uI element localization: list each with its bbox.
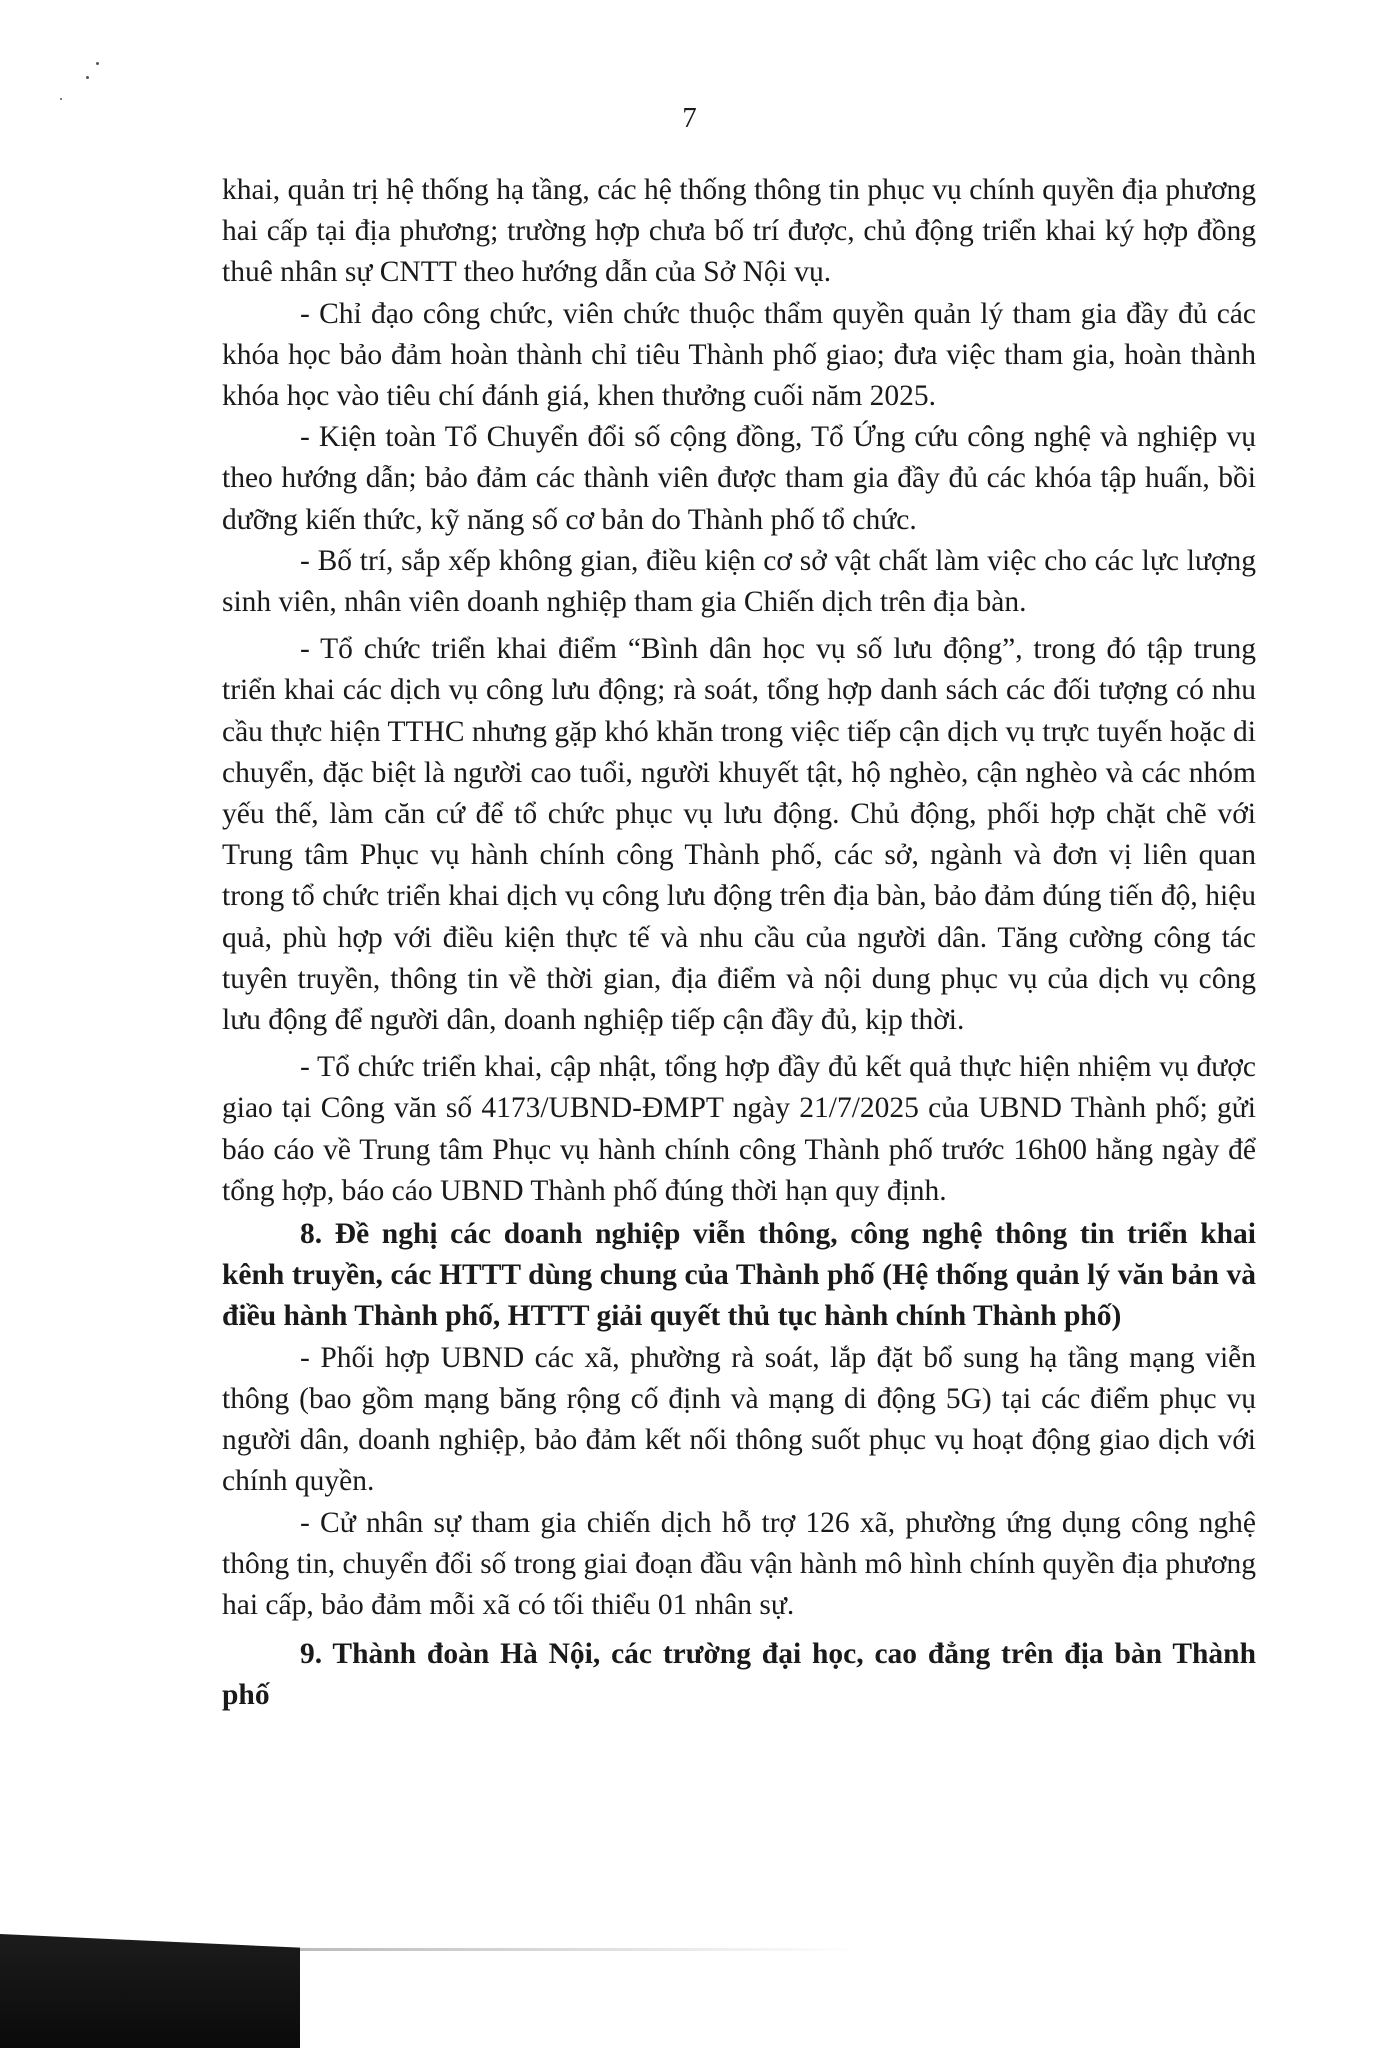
paragraph-campaign-personnel: - Cử nhân sự tham gia chiến dịch hỗ trợ 126 xã, phường ứng dụng công nghệ thông tin, chuyển đổi số trong giai đoạn đầu vận hành mô hình chính quyền địa phương hai cấp, bảo đảm mỗi xã có tối thiểu 01 nhân sự. <box>222 1506 1256 1621</box>
scan-speck <box>96 62 99 65</box>
section-heading-9: 9. Thành đoàn Hà Nội, các trường đại học, cao đẳng trên địa bàn Thành phố <box>222 1638 1256 1712</box>
page-number: 7 <box>682 102 697 134</box>
scan-shadow <box>0 1934 300 2048</box>
scan-speck <box>86 76 89 79</box>
paragraph-workspace-arrangement: - Bố trí, sắp xếp không gian, điều kiện cơ sở vật chất làm việc cho các lực lượng sinh viên, nhân viên doanh nghiệp tham gia Chiến dịch trên địa bàn. <box>222 544 1256 619</box>
section-heading-8: 8. Đề nghị các doanh nghiệp viễn thông, công nghệ thông tin triển khai kênh truyền, các HTTT dùng chung của Thành phố (Hệ thống quản lý văn bản và điều hành Thành phố, HTTT giải quyết thủ tục hành chính Thành phố) <box>222 1218 1256 1333</box>
paragraph-continuation: khai, quản trị hệ thống hạ tầng, các hệ thống thông tin phục vụ chính quyền địa phương hai cấp tại địa phương; trường hợp chưa bố trí được, chủ động triển khai ký hợp đồng thuê nhân sự CNTT theo hướng dẫn của Sở Nội vụ. <box>222 174 1256 289</box>
document-body <box>222 170 1256 1717</box>
paragraph-telecom-infrastructure: - Phối hợp UBND các xã, phường rà soát, lắp đặt bổ sung hạ tầng mạng viễn thông (bao gồm mạng băng rộng cố định và mạng di động 5G) tại các điểm phục vụ người dân, doanh nghiệp, bảo đảm kết nối thông suốt phục vụ hoạt động giao dịch với chính quyền. <box>222 1341 1256 1498</box>
paragraph-mobile-digital-learning: - Tổ chức triển khai điểm “Bình dân học vụ số lưu động”, trong đó tập trung triển khai các dịch vụ công lưu động; rà soát, tổng hợp danh sách các đối tượng có nhu cầu thực hiện TTHC nhưng gặp khó khăn trong việc tiếp cận dịch vụ trực tuyến hoặc di chuyển, đặc biệt là người cao tuổi, người khuyết tật, hộ nghèo, cận nghèo và các nhóm yếu thế, làm căn cứ để tổ chức phục vụ lưu động. Chủ động, phối hợp chặt chẽ với Trung tâm Phục vụ hành chính công Thành phố, các sở, ngành và đơn vị liên quan trong tổ chức triển khai dịch vụ công lưu động trên địa bàn, bảo đảm đúng tiến độ, hiệu quả, phù hợp với điều kiện thực tế và nhu cầu của người dân. Tăng cường công tác tuyên truyền, thông tin về thời gian, địa điểm và nội dung phục vụ của dịch vụ công lưu động để người dân, doanh nghiệp tiếp cận đầy đủ, kịp thời. <box>222 633 1256 1037</box>
scan-edge <box>300 1948 860 1951</box>
paragraph-reporting: - Tổ chức triển khai, cập nhật, tổng hợp đầy đủ kết quả thực hiện nhiệm vụ được giao tại Công văn số 4173/UBND-ĐMPT ngày 21/7/2025 của UBND Thành phố; gửi báo cáo về Trung tâm Phục vụ hành chính công Thành phố trước 16h00 hằng ngày để tổng hợp, báo cáo UBND Thành phố đúng thời hạn quy định. <box>222 1051 1256 1207</box>
paragraph-community-teams: - Kiện toàn Tổ Chuyển đổi số cộng đồng, Tổ Ứng cứu công nghệ và nghiệp vụ theo hướng dẫn; bảo đảm các thành viên được tham gia đầy đủ các khóa tập huấn, bồi dưỡng kiến thức, kỹ năng số cơ bản do Thành phố tổ chức. <box>222 421 1256 536</box>
paragraph-training-courses: - Chỉ đạo công chức, viên chức thuộc thẩm quyền quản lý tham gia đầy đủ các khóa học bảo đảm hoàn thành chỉ tiêu Thành phố giao; đưa việc tham gia, hoàn thành khóa học vào tiêu chí đánh giá, khen thưởng cuối năm 2025. <box>222 297 1256 413</box>
